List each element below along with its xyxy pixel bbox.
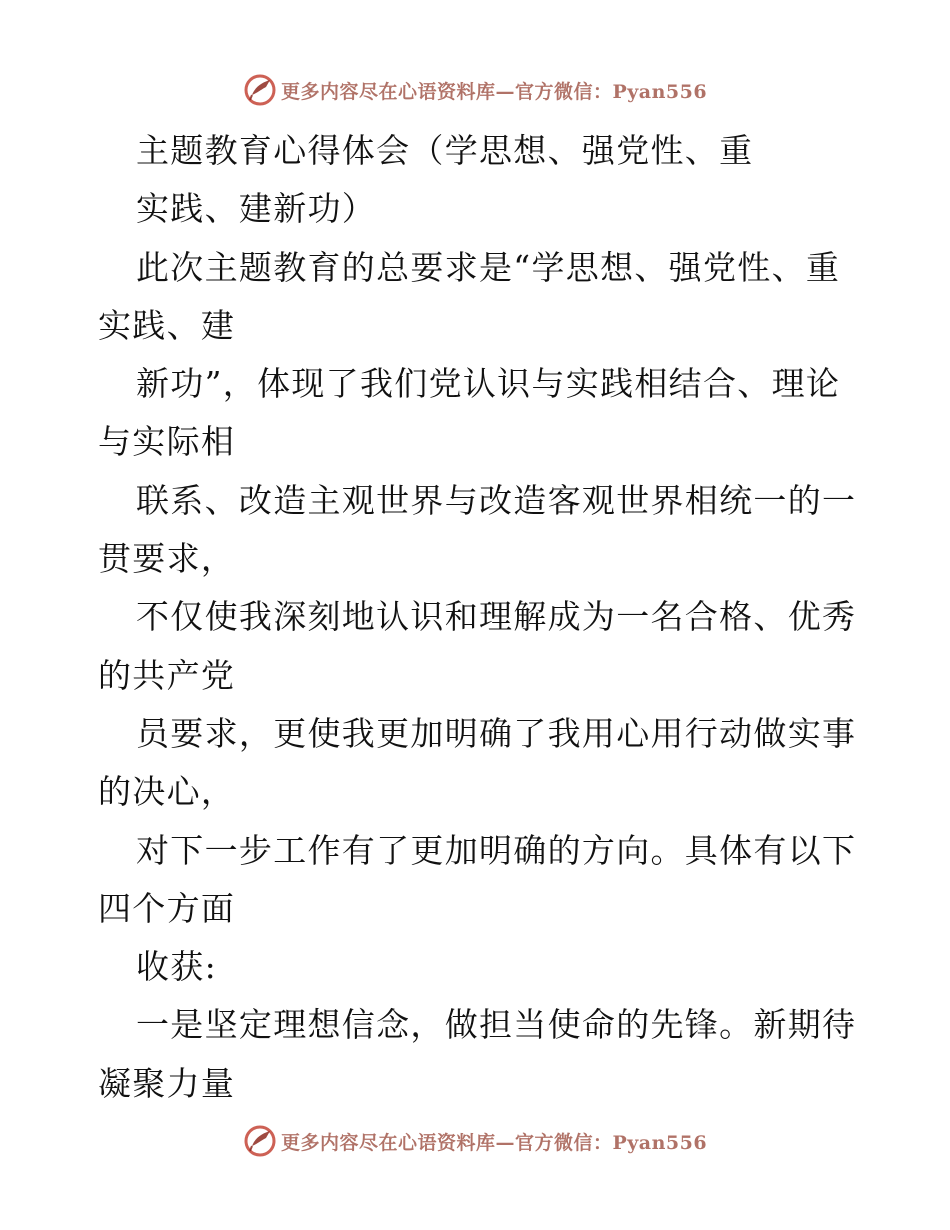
document-body (98, 122, 857, 1113)
text-line: 主题教育心得体会（学思想、强党性、重 (136, 131, 754, 170)
text-line: 收获: (136, 947, 218, 987)
text-line: 新功”，体现了我们党认识与实践相结合、理论 (136, 364, 841, 404)
watermark-text: 更多内容尽在心语资料库—官方微信：Pyan556 (280, 80, 708, 103)
text-line: 此次主题教育的总要求是“学思想、强党性、重 (136, 247, 841, 287)
text-line: 不仅使我深刻地认识和理解成为一名合格、优秀 (136, 597, 857, 637)
text-line: 员要求，更使我更加明确了我用心用行动做实事 (136, 713, 857, 753)
pen-logo-icon (243, 73, 277, 107)
header-watermark (0, 68, 950, 112)
footer-watermark (0, 1119, 950, 1163)
text-line: 与实际相 (98, 422, 236, 462)
text-line: 对下一步工作有了更加明确的方向。具体有以下 (136, 830, 857, 870)
text-line: 一是坚定理想信念，做担当使命的先锋。新期待 (136, 1005, 857, 1045)
text-line: 贯要求， (98, 539, 236, 579)
text-line: 凝聚力量 (98, 1063, 236, 1103)
text-line: 联系、改造主观世界与改造客观世界相统一的一 (136, 480, 857, 520)
watermark-text: 更多内容尽在心语资料库—官方微信：Pyan556 (280, 1131, 708, 1154)
text-line: 实践、建新功） (136, 189, 377, 229)
text-line: 的决心， (98, 772, 236, 812)
text-line: 的共产党 (98, 655, 236, 695)
pen-logo-icon (243, 1124, 277, 1158)
text-line: 实践、建 (98, 305, 236, 345)
text-line: 四个方面 (98, 888, 236, 928)
